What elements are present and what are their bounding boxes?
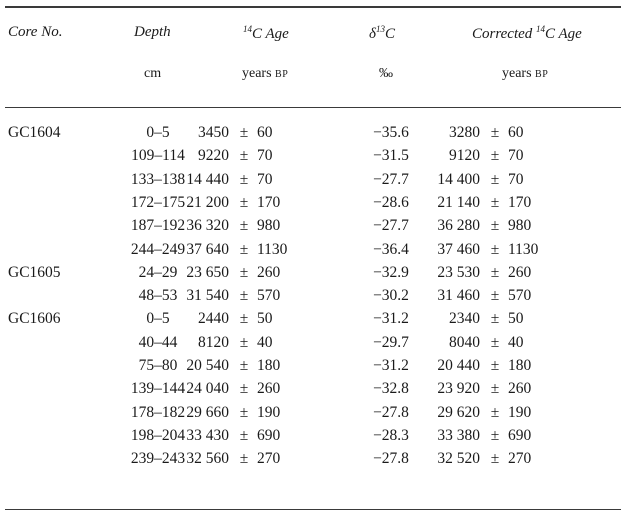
corrected-age-value: 23 530	[437, 263, 480, 281]
depth-cell: 133–138	[130, 170, 186, 188]
unit-age-bp: BP	[275, 69, 289, 80]
corrected-age-value: 36 280	[437, 217, 480, 235]
corrected-plus-minus: ±	[490, 193, 500, 211]
corrected-age-error: 40	[508, 333, 524, 351]
table-row	[0, 334, 626, 358]
delta13c-value: −28.6	[373, 193, 409, 211]
corrected-plus-minus: ±	[490, 403, 500, 421]
age-plus-minus: ±	[239, 287, 249, 305]
corrected-plus-minus: ±	[490, 124, 500, 141]
corrected-age-error: 690	[508, 426, 532, 444]
age-plus-minus: ±	[239, 147, 249, 165]
age-error: 270	[257, 450, 281, 468]
header-depth: Depth	[134, 24, 171, 40]
age-plus-minus: ±	[239, 124, 249, 141]
depth-cell: 239–243	[130, 450, 186, 468]
corrected-age-value: 3280	[449, 124, 480, 141]
age-error: 570	[257, 287, 281, 305]
table-row	[0, 217, 626, 241]
age-value: 21 200	[186, 193, 229, 211]
corrected-age-error: 60	[508, 124, 524, 141]
corrected-plus-minus: ±	[490, 217, 500, 235]
unit-age	[242, 66, 288, 82]
corrected-age-error: 170	[508, 193, 532, 211]
bottom-rule	[5, 509, 621, 510]
header-age-sup: 14	[243, 24, 252, 34]
corrected-age-value: 9120	[449, 147, 480, 165]
corrected-age-error: 190	[508, 403, 532, 421]
age-plus-minus: ±	[239, 193, 249, 211]
corrected-age-value: 20 440	[437, 357, 480, 374]
header-corrected-age-text: C Age	[545, 26, 582, 42]
corrected-plus-minus: ±	[490, 170, 500, 188]
age-value: 2440	[198, 310, 229, 328]
table-row	[0, 171, 626, 195]
corrected-age-value: 21 140	[437, 193, 480, 211]
corrected-plus-minus: ±	[490, 450, 500, 468]
header-age-text: C Age	[252, 26, 289, 42]
table-row	[0, 357, 626, 381]
corrected-age-value: 31 460	[437, 287, 480, 305]
table-row	[0, 147, 626, 171]
age-value: 31 540	[186, 287, 229, 305]
age-value: 23 650	[186, 263, 229, 281]
corrected-age-value: 32 520	[437, 450, 480, 468]
corrected-age-value: 2340	[449, 310, 480, 328]
delta13c-value: −27.7	[373, 170, 409, 188]
header-age	[243, 24, 289, 43]
depth-cell: 139–144	[130, 380, 186, 398]
corrected-plus-minus: ±	[490, 426, 500, 444]
corrected-age-value: 14 400	[437, 170, 480, 188]
header-corrected-text: Corrected	[472, 26, 537, 42]
corrected-plus-minus: ±	[490, 240, 500, 258]
core-cell: GC1604	[8, 124, 61, 141]
age-error: 60	[257, 124, 273, 141]
header-delta13c	[369, 24, 395, 43]
corrected-age-error: 260	[508, 263, 532, 281]
age-error: 260	[257, 263, 281, 281]
table-row	[0, 264, 626, 288]
depth-cell: 109–114	[131, 147, 185, 165]
depth-cell: 187–192	[130, 217, 186, 235]
delta13c-value: −36.4	[373, 240, 409, 258]
delta13c-value: −27.8	[373, 403, 409, 421]
unit-corrected-age	[502, 66, 548, 82]
delta13c-value: −29.7	[373, 333, 409, 351]
depth-cell: 48–53	[138, 287, 178, 305]
age-plus-minus: ±	[239, 403, 249, 421]
age-value: 24 040	[186, 380, 229, 398]
corrected-age-value: 23 920	[437, 380, 480, 398]
delta13c-value: −32.9	[373, 263, 409, 281]
depth-cell: 172–175	[130, 193, 186, 211]
depth-cell: 40–44	[138, 333, 178, 351]
age-plus-minus: ±	[239, 357, 249, 374]
age-error: 50	[257, 310, 273, 328]
corrected-age-value: 29 620	[437, 403, 480, 421]
unit-depth: cm	[144, 66, 162, 81]
corrected-age-error: 270	[508, 450, 532, 468]
age-value: 14 440	[186, 170, 229, 188]
header-delta-c: C	[384, 26, 395, 42]
corrected-plus-minus: ±	[490, 263, 500, 281]
depth-cell: 244–249	[130, 240, 186, 258]
delta13c-value: −31.5	[373, 147, 409, 165]
table-row	[0, 380, 626, 404]
delta13c-value: −30.2	[373, 287, 409, 305]
corrected-age-value: 8040	[449, 333, 480, 351]
age-error: 1130	[257, 240, 288, 258]
corrected-plus-minus: ±	[490, 287, 500, 305]
depth-cell: 178–182	[130, 403, 186, 421]
corrected-age-error: 50	[508, 310, 524, 328]
age-plus-minus: ±	[239, 450, 249, 468]
delta13c-value: −27.8	[373, 450, 409, 468]
age-error: 70	[257, 170, 273, 188]
age-plus-minus: ±	[239, 333, 249, 351]
age-error: 40	[257, 333, 273, 351]
table-row	[0, 427, 626, 451]
corrected-plus-minus: ±	[490, 380, 500, 398]
core-cell: GC1605	[8, 263, 61, 281]
corrected-age-value: 37 460	[437, 240, 480, 258]
corrected-age-error: 980	[508, 217, 532, 235]
corrected-plus-minus: ±	[490, 333, 500, 351]
age-value: 20 540	[186, 357, 229, 374]
age-plus-minus: ±	[239, 310, 249, 328]
age-plus-minus: ±	[239, 217, 249, 235]
top-rule	[5, 6, 621, 8]
age-error: 690	[257, 426, 281, 444]
delta13c-value: −27.7	[373, 217, 409, 235]
depth-cell: 75–80	[138, 357, 178, 374]
age-value: 36 320	[186, 217, 229, 235]
core-cell: GC1606	[8, 310, 61, 328]
unit-delta: ‰	[379, 66, 393, 81]
table-row	[0, 287, 626, 311]
table-row	[0, 310, 626, 334]
age-error: 170	[257, 193, 281, 211]
age-error: 180	[257, 357, 281, 374]
corrected-plus-minus: ±	[490, 357, 500, 374]
unit-corrected-pre: years	[502, 66, 536, 81]
header-delta-symbol: δ	[369, 26, 376, 42]
corrected-age-error: 180	[508, 357, 532, 374]
age-value: 29 660	[186, 403, 229, 421]
age-plus-minus: ±	[239, 170, 249, 188]
depth-cell: 0–5	[146, 310, 170, 328]
corrected-age-error: 70	[508, 147, 524, 165]
age-error: 70	[257, 147, 273, 165]
age-value: 3450	[198, 124, 229, 141]
corrected-age-error: 1130	[508, 240, 539, 258]
age-plus-minus: ±	[239, 263, 249, 281]
age-plus-minus: ±	[239, 240, 249, 258]
table-row	[0, 124, 626, 148]
corrected-age-error: 570	[508, 287, 532, 305]
age-plus-minus: ±	[239, 380, 249, 398]
age-value: 32 560	[186, 450, 229, 468]
corrected-age-error: 260	[508, 380, 532, 398]
delta13c-value: −28.3	[373, 426, 409, 444]
age-value: 33 430	[186, 426, 229, 444]
age-error: 980	[257, 217, 281, 235]
delta13c-value: −31.2	[373, 357, 409, 374]
unit-age-pre: years	[242, 66, 276, 81]
age-error: 260	[257, 380, 281, 398]
age-value: 9220	[198, 147, 229, 165]
corrected-plus-minus: ±	[490, 310, 500, 328]
corrected-plus-minus: ±	[490, 147, 500, 165]
depth-cell: 198–204	[130, 426, 186, 444]
delta13c-value: −32.8	[373, 380, 409, 398]
delta13c-value: −31.2	[373, 310, 409, 328]
header-corrected-age	[472, 24, 582, 43]
age-plus-minus: ±	[239, 426, 249, 444]
corrected-age-error: 70	[508, 170, 524, 188]
depth-cell: 24–29	[138, 263, 178, 281]
table-row	[0, 450, 626, 474]
age-value: 8120	[198, 333, 229, 351]
table-row	[0, 404, 626, 428]
header-corrected-sup: 14	[536, 24, 546, 34]
table-row	[0, 194, 626, 218]
unit-corrected-bp: BP	[535, 69, 549, 80]
corrected-age-value: 33 380	[437, 426, 480, 444]
age-error: 190	[257, 403, 281, 421]
header-core-no: Core No.	[8, 24, 63, 40]
depth-cell: 0–5	[146, 124, 170, 141]
table-row	[0, 241, 626, 265]
header-rule	[5, 107, 621, 108]
age-value: 37 640	[186, 240, 229, 258]
delta13c-value: −35.6	[373, 124, 409, 141]
header-delta-sup: 13	[375, 24, 385, 34]
